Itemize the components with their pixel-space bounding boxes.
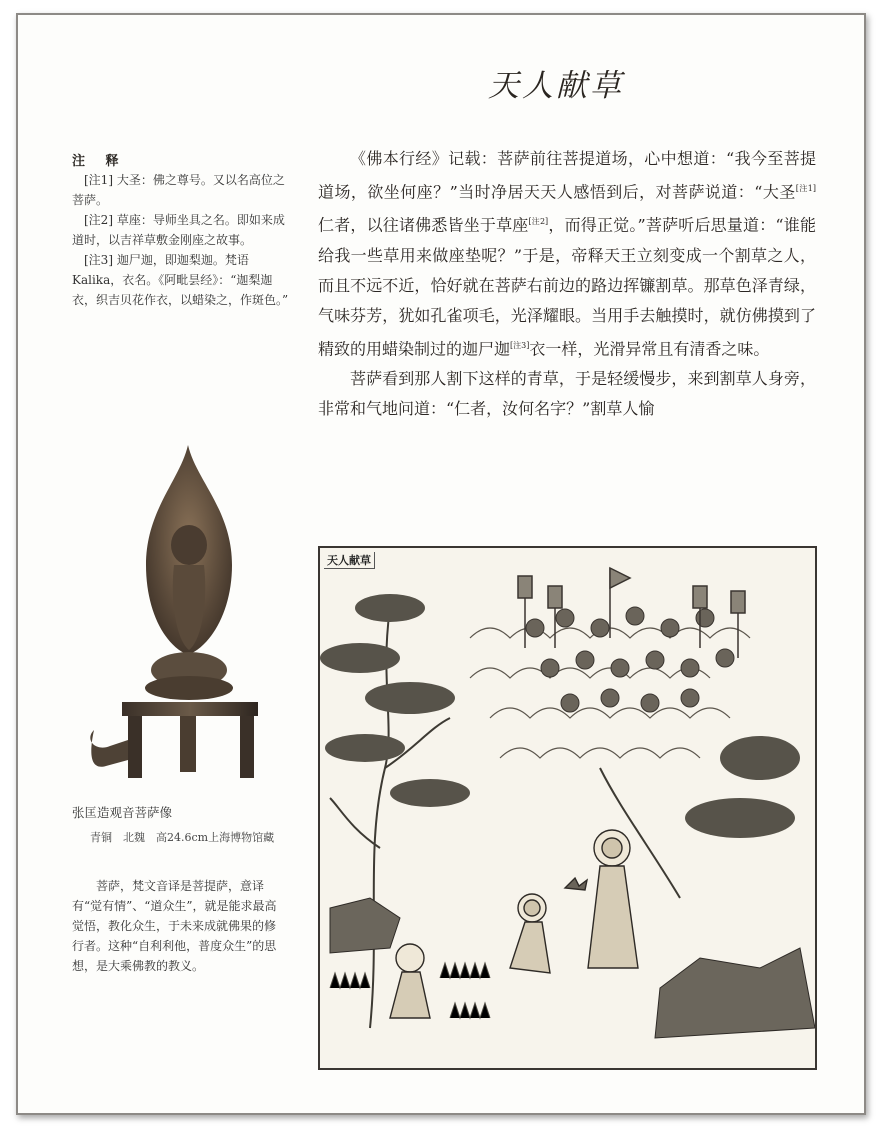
footnote-ref-1: [注1] [795, 184, 816, 193]
footnote-ref-3: [注3] [510, 340, 530, 350]
main-text [318, 144, 816, 424]
footnote-ref-2: [注2] [528, 217, 549, 227]
bodhisattva-statue-image [84, 440, 284, 785]
paragraph-1-part-d: 衣一样，光滑异常且有清香之味。 [529, 338, 770, 358]
notes-list [72, 170, 290, 310]
statue-caption: 张匡造观音菩萨像 [72, 805, 173, 820]
notes-heading: 注 释 [72, 154, 127, 169]
illustration-drawing [320, 548, 815, 1068]
note-2: [注2] 草座：导师坐具之名。即如来成道时，以吉祥草敷金刚座之故事。 [72, 213, 285, 247]
bodhisattva-description: 菩萨，梵文音译是菩提萨，意译有“觉有情”、“道众生”，就是能求最高觉悟，教化众生，于未来成就佛果的修行者。这种“自利利他，普度众生”的思想，是大乘佛教的教义。 [72, 879, 277, 973]
woodblock-illustration [318, 546, 817, 1070]
paragraph-1-part-c: ，而得正觉。”菩萨听后思量道：“谁能给我一些草用来做座垫呢？”于是，帝释天王立刻变成一个割草之人，而且不远不近，恰好就在菩萨右前边的路边挥镰割草。那草色泽青绿，气味芬芳，犹如孔雀项毛，光泽耀眼。当用手去触摸时，就仿佛摸到了精致的用蜡染制过的迦尸迦 [318, 215, 816, 358]
illustration-label: 天人献草 [324, 552, 375, 569]
statue-caption-details: 青铜 北魏 高24.6cm上海博物馆藏 [90, 831, 275, 844]
paragraph-1 [318, 144, 816, 364]
paragraph-1-part-a: 《佛本行经》记载：菩萨前往菩提道场，心中想道：“我今至菩提道场，欲坐何座？”当时净居天天人感悟到后，对菩萨说道：“大圣 [318, 149, 816, 202]
note-1: [注1] 大圣：佛之尊号。又以名高位之菩萨。 [72, 173, 285, 207]
page-title: 天人献草 [488, 68, 624, 104]
paragraph-1-part-b: 仁者，以往诸佛悉皆坐于草座 [318, 215, 529, 235]
paragraph-2: 菩萨看到那人割下这样的青草，于是轻缓慢步，来到割草人身旁，非常和气地问道：“仁者，汝何名字？”割草人愉 [318, 368, 816, 418]
note-3: [注3] 迦尸迦，即迦梨迦。梵语Kalika，衣名。《阿毗昙经》：“迦梨迦衣，织吉贝花作衣，以蜡染之，作斑色。” [72, 253, 289, 307]
